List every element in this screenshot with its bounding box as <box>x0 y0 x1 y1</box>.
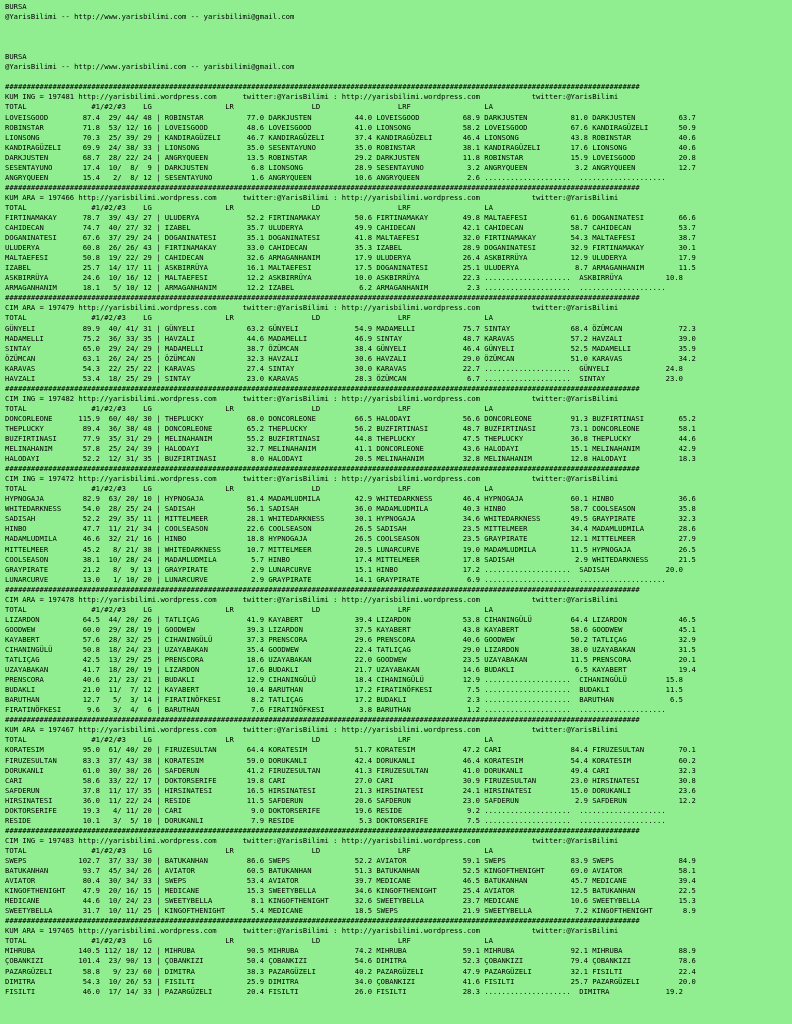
column-header-line: TOTAL #1/#2/#3 LG LR LD LRF LA <box>5 936 493 946</box>
column-header-line: TOTAL #1/#2/#3 LG LR LD LRF LA <box>5 735 493 745</box>
data-row: DOGANINATESI 67.6 37/ 29/ 24 | DOGANINATESI 35.1 DOGANINATESI 41.8 MALTAEFESI 32.0 FIRTINAMAKAY 54.3 MALTAEFESI 38.7 <box>5 233 696 243</box>
data-row: RESIDE 10.1 3/ 5/ 10 | DORUKANLI 7.9 RESIDE 5.3 DOKTORSERIFE 7.5 .................... .................... <box>5 815 666 825</box>
data-row: MALTAEFESI 50.8 19/ 22/ 29 | CAHIDECAN 32.6 ARMAGANHANIM 17.9 ULUDERYA 26.4 ASKBIRRÜYA 12.9 ULUDERYA 17.9 <box>5 253 696 263</box>
blank-line <box>5 42 792 52</box>
data-row: FIRATINÖFKESI 9.6 3/ 4/ 6 | BARUTHAN 7.6 FIRATINÖFKESI 3.8 BARUTHAN 1.2 .................... .................... <box>5 705 666 715</box>
data-row: BARUTHAN 12.7 5/ 3/ 14 | FIRATINÖFKESI 8.2 TATLIÇAG 17.2 BUDAKLI 2.3 .................... BARUTHAN 6.5 <box>5 695 683 705</box>
race-header-line: CIM ARA = 197479 http://yarisbilimi.wordpress.com twitter:@YarisBilimi : http://yarisbilimi.wordpress.com twitter:@YarisBilimi <box>5 303 619 313</box>
data-row: GRAYPIRATE 21.2 8/ 9/ 13 | GRAYPIRATE 2.9 LUNARCURVE 15.1 HINBO 17.2 .................... SADISAH 20.0 <box>5 564 683 574</box>
data-row: FIRUZESULTAN 83.3 37/ 43/ 38 | KORATESIM 59.0 DORUKANLI 42.4 DORUKANLI 46.4 KORATESIM 54.4 KORATESIM 60.2 <box>5 755 696 765</box>
data-row: BATUKANHAN 93.7 45/ 34/ 26 | AVIATOR 60.5 BATUKANHAN 51.3 BATUKANHAN 52.5 KINGOFTHENIGHT 69.0 AVIATOR 58.1 <box>5 866 696 876</box>
data-row: MADAMELLI 75.2 36/ 33/ 35 | HAVZALI 44.6 MADAMELLI 46.9 SINTAY 48.7 KARAVAS 57.2 HAVZALI 39.0 <box>5 333 696 343</box>
data-row: LIONSONG 70.3 25/ 39/ 29 | KANDIRAGÜZELI 46.7 KANDIRAGÜZELI 37.4 KANDIRAGÜZELI 46.4 LIONSONG 43.8 ROBINSTAR 40.6 <box>5 132 696 142</box>
data-row: ÇOBANKIZI 101.4 23/ 90/ 13 | ÇOBANKIZI 50.4 ÇOBANKIZI 54.6 DIMITRA 52.3 ÇOBANKIZI 79.4 ÇOBANKIZI 78.6 <box>5 956 696 966</box>
data-row: LOVEISGOOD 87.4 29/ 44/ 48 | ROBINSTAR 77.0 DARKJUSTEN 44.0 LOVEISGOOD 68.9 DARKJUSTEN 81.0 DARKJUSTEN 63.7 <box>5 112 696 122</box>
data-row: DARKJUSTEN 68.7 28/ 22/ 24 | ANGRYQUEEN 13.5 ROBINSTAR 29.2 DARKJUSTEN 11.8 ROBINSTAR 15.9 LOVEISGOOD 20.8 <box>5 152 696 162</box>
data-row: KANDIRAGÜZELI 69.9 24/ 38/ 33 | LIONSONG 35.0 SESENTAYUNO 35.0 ROBINSTAR 38.1 KANDIRAGÜZELI 17.6 LIONSONG 40.6 <box>5 142 696 152</box>
contact-line: @YarisBilimi -- http://www.yarisbilimi.com -- yarisbilimi@gmail.com <box>5 62 295 72</box>
data-row: TATLIÇAG 42.5 13/ 29/ 25 | PRENSCORA 18.6 UZAYABAKAN 22.0 GOODWEW 23.5 UZAYABAKAN 11.5 PRENSCORA 20.1 <box>5 655 696 665</box>
data-row: HAVZALI 53.4 18/ 25/ 29 | SINTAY 23.0 KARAVAS 28.3 ÖZÜMCAN 6.7 .................... SINTAY 23.0 <box>5 373 683 383</box>
data-row: PRENSCORA 40.6 21/ 23/ 21 | BUDAKLI 12.9 CIHANINGÜLÜ 18.4 CIHANINGÜLÜ 12.9 .................... CIHANINGÜLÜ 15.8 <box>5 675 683 685</box>
data-row: DORUKANLI 61.0 30/ 30/ 26 | SAFDERUN 41.2 FIRUZESULTAN 41.3 FIRUZESULTAN 41.0 DORUKANLI 49.4 CARI 32.3 <box>5 765 696 775</box>
data-row: KINGOFTHENIGHT 47.9 20/ 16/ 15 | MEDICANE 15.3 SWEETYBELLA 34.6 KINGOFTHENIGHT 25.4 AVIATOR 12.5 BATUKANHAN 22.5 <box>5 886 696 896</box>
venue-title: BURSA <box>5 52 27 62</box>
separator-line: ################################################################################################################################################### <box>5 715 640 725</box>
data-row: BUZFIRTINASI 77.9 35/ 31/ 29 | MELINAHANIM 55.2 BUZFIRTINASI 44.8 THEPLUCKY 47.5 THEPLUCKY 36.8 THEPLUCKY 44.6 <box>5 434 696 444</box>
column-header-line: TOTAL #1/#2/#3 LG LR LD LRF LA <box>5 202 493 212</box>
separator-line: ################################################################################################################################################### <box>5 293 640 303</box>
data-row: DONCORLEONE 115.9 60/ 40/ 30 | THEPLUCKY 68.0 DONCORLEONE 66.5 HALODAYI 56.6 DONCORLEONE 91.3 BUZFIRTINASI 65.2 <box>5 413 696 423</box>
data-row: GOODWEW 60.0 29/ 28/ 19 | GOODWEW 39.3 LIZARDON 37.5 KAYABERT 43.8 KAYABERT 58.6 GOODWEW 45.1 <box>5 624 696 634</box>
data-row: ASKBIRRÜYA 24.6 10/ 16/ 12 | MALTAEFESI 12.2 ASKBIRRÜYA 10.0 ASKBIRRÜYA 22.3 .................... ASKBIRRÜYA 10.8 <box>5 273 683 283</box>
data-row: HIRSINATESI 36.0 11/ 22/ 24 | RESIDE 11.5 SAFDERUN 20.6 SAFDERUN 23.0 SAFDERUN 2.9 SAFDERUN 12.2 <box>5 795 696 805</box>
data-row: CAHIDECAN 74.7 40/ 27/ 32 | IZABEL 35.7 ULUDERYA 49.9 CAHIDECAN 42.1 CAHIDECAN 58.7 CAHIDECAN 53.7 <box>5 223 696 233</box>
data-row: LIZARDON 64.5 44/ 20/ 26 | TATLIÇAG 41.9 KAYABERT 39.4 LIZARDON 53.8 CIHANINGÜLÜ 64.4 LIZARDON 46.5 <box>5 614 696 624</box>
data-row: UZAYABAKAN 41.7 18/ 20/ 19 | LIZARDON 17.6 BUDAKLI 21.7 UZAYABAKAN 14.6 BUDAKLI 6.5 KAYABERT 19.4 <box>5 665 696 675</box>
data-row: MADAMLUDMILA 46.6 32/ 21/ 16 | HINBO 18.8 HYPNOGAJA 26.5 COOLSEASON 23.5 GRAYPIRATE 12.1 MITTELMEER 27.9 <box>5 534 696 544</box>
race-header-line: KUM ARA = 197467 http://yarisbilimi.wordpress.com twitter:@YarisBilimi : http://yarisbilimi.wordpress.com twitter:@YarisBilimi <box>5 725 619 735</box>
race-header-line: CIM ARA = 197478 http://yarisbilimi.wordpress.com twitter:@YarisBilimi : http://yarisbilimi.wordpress.com twitter:@YarisBilimi <box>5 594 619 604</box>
separator-line: ################################################################################################################################################### <box>5 825 640 835</box>
race-header-line: CIM ING = 197483 http://yarisbilimi.wordpress.com twitter:@YarisBilimi : http://yarisbilimi.wordpress.com twitter:@YarisBilimi <box>5 835 619 845</box>
column-header-line: TOTAL #1/#2/#3 LG LR LD LRF LA <box>5 845 493 855</box>
venue-title: BURSA <box>5 2 27 11</box>
contact-line: @YarisBilimi -- http://www.yarisbilimi.com -- yarisbilimi@gmail.com <box>5 12 295 22</box>
data-row: MELINAHANIM 57.8 25/ 24/ 39 | HALODAYI 32.7 MELINAHANIM 41.1 DONCORLEONE 43.6 HALODAYI 15.1 MELINAHANIM 42.9 <box>5 444 696 454</box>
data-row: COOLSEASON 38.1 10/ 28/ 24 | MADAMLUDMILA 5.7 HINBO 17.4 MITTELMEER 17.8 SADISAH 2.9 WHITEDARKNESS 21.5 <box>5 554 696 564</box>
data-row: LUNARCURVE 13.0 1/ 10/ 20 | LUNARCURVE 2.9 GRAYPIRATE 14.1 GRAYPIRATE 6.9 .................... .................... <box>5 574 666 584</box>
column-header-line: TOTAL #1/#2/#3 LG LR LD LRF LA <box>5 403 493 413</box>
data-row: ARMAGANHANIM 18.1 5/ 10/ 12 | ARMAGANHANIM 12.2 IZABEL 6.2 ARMAGANHANIM 2.3 .................... .................... <box>5 283 666 293</box>
data-row: CIHANINGÜLÜ 50.8 18/ 24/ 23 | UZAYABAKAN 35.4 GOODWEW 22.4 TATLIÇAG 29.0 LIZARDON 38.0 UZAYABAKAN 31.5 <box>5 645 696 654</box>
data-row: WHITEDARKNESS 54.0 28/ 25/ 24 | SADISAH 56.1 SADISAH 36.0 MADAMLUDMILA 40.3 HINBO 58.7 COOLSEASON 35.8 <box>5 504 696 514</box>
race-header-line: KUM ING = 197481 http://yarisbilimi.wordpress.com twitter:@YarisBilimi : http://yarisbilimi.wordpress.com twitter:@YarisBilimi <box>5 92 619 102</box>
separator-line: ################################################################################################################################################### <box>5 383 640 393</box>
data-row: SWEETYBELLA 31.7 10/ 11/ 25 | KINGOFTHENIGHT 5.4 MEDICANE 18.5 SWEPS 21.9 SWEETYBELLA 7.2 KINGOFTHENIGHT 8.9 <box>5 906 696 916</box>
data-row: KORATESIM 95.0 61/ 40/ 20 | FIRUZESULTAN 64.4 KORATESIM 51.7 KORATESIM 47.2 CARI 84.4 FIRUZESULTAN 70.1 <box>5 745 696 755</box>
data-row: KAYABERT 57.6 28/ 32/ 25 | CIHANINGÜLÜ 37.3 PRENSCORA 29.6 PRENSCORA 40.6 GOODWEW 50.2 TATLIÇAG 32.9 <box>5 634 696 644</box>
data-row: AVIATOR 80.4 30/ 34/ 33 | SWEPS 53.4 AVIATOR 39.7 MEDICANE 46.5 BATUKANHAN 45.7 MEDICANE 39.4 <box>5 876 696 886</box>
data-row: ULUDERYA 60.8 26/ 26/ 43 | FIRTINAMAKAY 33.0 CAHIDECAN 35.3 IZABEL 28.9 DOGANINATESI 32.9 FIRTINAMAKAY 30.1 <box>5 243 696 253</box>
data-row: SINTAY 65.0 29/ 24/ 29 | MADAMELLI 38.7 ÖZÜMCAN 38.4 GÜNYELI 46.4 GÜNYELI 52.5 MADAMELLI 35.9 <box>5 343 696 353</box>
data-row: SADISAH 52.2 29/ 35/ 11 | MITTELMEER 28.1 WHITEDARKNESS 30.1 HYPNOGAJA 34.6 WHITEDARKNESS 49.5 GRAYPIRATE 32.3 <box>5 514 696 524</box>
data-row: HINBO 47.7 11/ 21/ 34 | COOLSEASON 22.6 COOLSEASON 26.5 SADISAH 23.5 MITTELMEER 34.4 MADAMLUDMILA 28.6 <box>5 524 696 534</box>
separator-line: ################################################################################################################################################### <box>5 584 640 594</box>
column-header-line: TOTAL #1/#2/#3 LG LR LD LRF LA <box>5 313 493 323</box>
data-row: ANGRYQUEEN 15.4 2/ 8/ 12 | SESENTAYUNO 1.6 ANGRYQUEEN 10.6 ANGRYQUEEN 2.6 .................... .................... <box>5 172 666 182</box>
data-row: IZABEL 25.7 14/ 17/ 11 | ASKBIRRÜYA 16.1 MALTAEFESI 17.5 DOGANINATESI 25.1 ULUDERYA 8.7 ARMAGANHANIM 11.5 <box>5 263 696 273</box>
column-header-line: TOTAL #1/#2/#3 LG LR LD LRF LA <box>5 484 493 494</box>
data-row: BUDAKLI 21.0 11/ 7/ 12 | KAYABERT 10.4 BARUTHAN 17.2 FIRATINÖFKESI 7.5 .................... BUDAKLI 11.5 <box>5 685 683 695</box>
data-row: MEDICANE 44.6 10/ 24/ 23 | SWEETYBELLA 8.1 KINGOFTHENIGHT 32.6 SWEETYBELLA 23.7 MEDICANE 10.6 SWEETYBELLA 15.3 <box>5 896 696 906</box>
data-row: SAFDERUN 37.8 11/ 17/ 35 | HIRSINATESI 16.5 HIRSINATESI 21.3 HIRSINATESI 24.1 HIRSINATESI 15.0 DORUKANLI 23.6 <box>5 785 696 795</box>
data-row: FIRTINAMAKAY 78.7 39/ 43/ 27 | ULUDERYA 52.2 FIRTINAMAKAY 50.6 FIRTINAMAKAY 49.8 MALTAEFESI 61.6 DOGANINATESI 66.6 <box>5 212 696 222</box>
data-row: ÖZÜMCAN 63.1 26/ 24/ 25 | ÖZÜMCAN 32.3 HAVZALI 30.6 HAVZALI 29.0 ÖZÜMCAN 51.0 KARAVAS 34.2 <box>5 353 696 363</box>
data-row: SESENTAYUNO 17.4 10/ 8/ 9 | DARKJUSTEN 6.8 LIONSONG 28.9 SESENTAYUNO 3.2 ANGRYQUEEN 3.2 ANGRYQUEEN 12.7 <box>5 162 696 172</box>
data-row: ROBINSTAR 71.8 53/ 12/ 16 | LOVEISGOOD 48.6 LOVEISGOOD 41.0 LIONSONG 58.2 LOVEISGOOD 67.6 KANDIRAGÜZELI 50.9 <box>5 122 696 132</box>
data-row: MIHRUBA 140.5 112/ 18/ 12 | MIHRUBA 90.5 MIHRUBA 74.2 MIHRUBA 59.1 MIHRUBA 92.1 MIHRUBA 88.9 <box>5 946 696 956</box>
data-row: HALODAYI 52.2 12/ 31/ 35 | BUZFIRTINASI 8.0 HALODAYI 20.5 MELINAHANIM 32.8 MELINAHANIM 12.8 HALODAYI 18.3 <box>5 454 696 464</box>
race-header-line: CIM ING = 197482 http://yarisbilimi.wordpress.com twitter:@YarisBilimi : http://yarisbilimi.wordpress.com twitter:@YarisBilimi <box>5 393 619 403</box>
data-row: HYPNOGAJA 82.9 63/ 20/ 10 | HYPNOGAJA 81.4 MADAMLUDMILA 42.9 WHITEDARKNESS 46.4 HYPNOGAJA 60.1 HINBO 36.6 <box>5 494 696 504</box>
data-row: MITTELMEER 45.2 8/ 21/ 38 | WHITEDARKNESS 10.7 MITTELMEER 20.5 LUNARCURVE 19.0 MADAMLUDMILA 11.5 HYPNOGAJA 26.5 <box>5 544 696 554</box>
separator-line: ################################################################################################################################################### <box>5 916 640 926</box>
data-row: GÜNYELI 89.9 40/ 41/ 31 | GÜNYELI 63.2 GÜNYELI 54.9 MADAMELLI 75.7 SINTAY 68.4 ÖZÜMCAN 72.3 <box>5 323 696 333</box>
separator-line: ################################################################################################################################################### <box>5 182 640 192</box>
data-row: PAZARGÜZELI 58.8 9/ 23/ 60 | DIMITRA 38.3 PAZARGÜZELI 40.2 PAZARGÜZELI 47.9 PAZARGÜZELI 32.1 FISILTI 22.4 <box>5 966 696 976</box>
race-header-line: CIM ING = 197472 http://yarisbilimi.wordpress.com twitter:@YarisBilimi : http://yarisbilimi.wordpress.com twitter:@YarisBilimi <box>5 474 619 484</box>
blank-line <box>5 32 792 42</box>
separator-line: ################################################################################################################################################### <box>5 82 640 92</box>
data-row: SWEPS 102.7 37/ 33/ 30 | BATUKANHAN 86.6 SWEPS 52.2 AVIATOR 59.1 SWEPS 83.9 SWEPS 84.9 <box>5 855 696 865</box>
blank-line <box>5 72 792 82</box>
data-row: DIMITRA 54.3 10/ 26/ 53 | FISILTI 25.9 DIMITRA 34.0 ÇOBANKIZI 41.6 FISILTI 25.7 PAZARGÜZELI 20.0 <box>5 976 696 986</box>
blank-line <box>5 22 792 32</box>
race-header-line: KUM ARA = 197465 http://yarisbilimi.wordpress.com twitter:@YarisBilimi : http://yarisbilimi.wordpress.com twitter:@YarisBilimi <box>5 926 619 936</box>
column-header-line: TOTAL #1/#2/#3 LG LR LD LRF LA <box>5 604 493 614</box>
data-row: THEPLUCKY 89.4 36/ 38/ 48 | DONCORLEONE 65.2 THEPLUCKY 56.2 BUZFIRTINASI 48.7 BUZFIRTINASI 73.1 DONCORLEONE 58.1 <box>5 423 696 433</box>
data-row: CARI 58.6 33/ 22/ 17 | DOKTORSERIFE 19.8 CARI 27.0 CARI 30.9 FIRUZESULTAN 23.0 HIRSINATESI 30.8 <box>5 775 696 785</box>
race-header-line: KUM ARA = 197466 http://yarisbilimi.wordpress.com twitter:@YarisBilimi : http://yarisbilimi.wordpress.com twitter:@YarisBilimi <box>5 192 619 202</box>
data-row: DOKTORSERIFE 19.3 4/ 11/ 20 | CARI 9.0 DOKTORSERIFE 19.6 RESIDE 9.2 .................... .................... <box>5 805 666 815</box>
separator-line: ################################################################################################################################################### <box>5 464 640 474</box>
data-row: FISILTI 46.0 17/ 14/ 33 | PAZARGÜZELI 20.4 FISILTI 26.0 FISILTI 28.3 .................... DIMITRA 19.2 <box>5 986 683 996</box>
data-row: KARAVAS 54.3 22/ 25/ 22 | KARAVAS 27.4 SINTAY 30.0 KARAVAS 22.7 .................... GÜNYELI 24.8 <box>5 363 683 373</box>
column-header-line: TOTAL #1/#2/#3 LG LR LD LRF LA <box>5 102 493 112</box>
